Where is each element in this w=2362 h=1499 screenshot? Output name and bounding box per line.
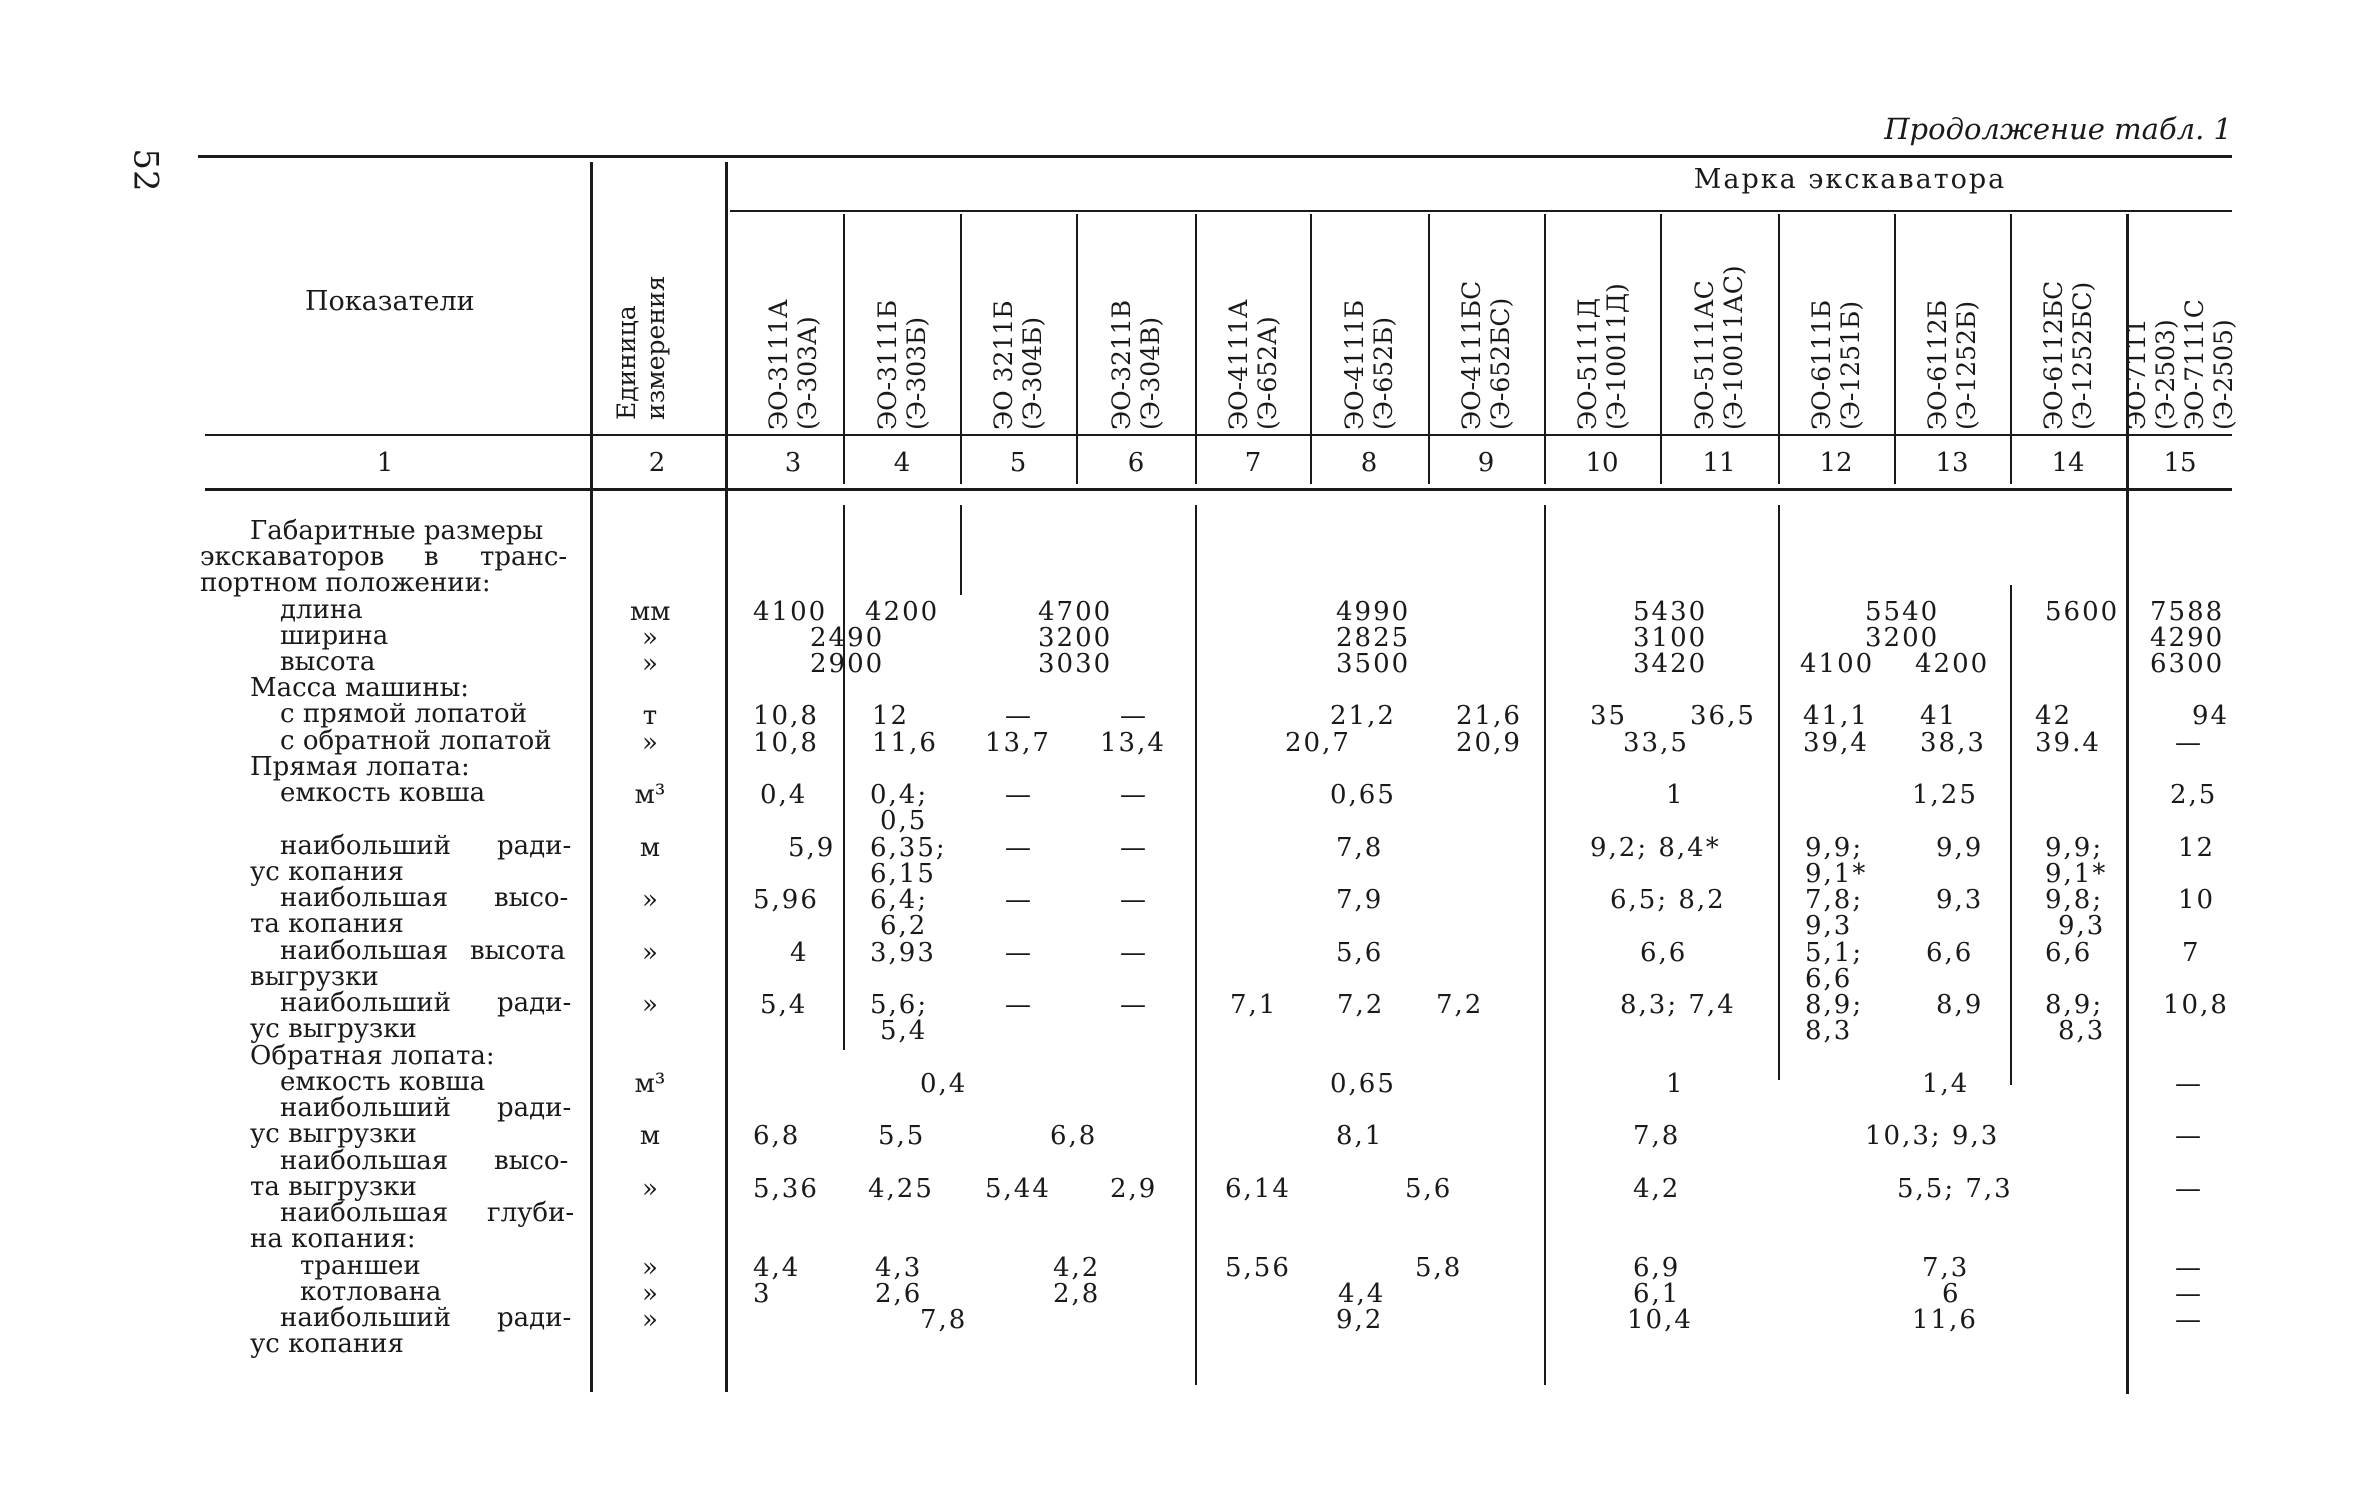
body-sep (1195, 505, 1197, 1385)
value-cell: 3500 (1336, 649, 1411, 679)
column-number: 7 (1244, 448, 1262, 478)
row-label: ради- (497, 1093, 572, 1123)
column-number: 2 (648, 448, 666, 478)
value-cell: 5,44 (985, 1174, 1051, 1204)
row-label: высо- (494, 1146, 569, 1176)
body-sep (843, 505, 845, 1050)
value-cell: 11,6 (872, 728, 938, 758)
body-sep (1778, 505, 1780, 1080)
col-divider-2 (725, 162, 728, 1392)
value-cell: 3100 (1633, 623, 1708, 653)
row-label: высота (280, 647, 376, 677)
value-cell: 21,6 (1456, 701, 1522, 731)
hdr-sep (843, 214, 845, 484)
value-cell: 35 (1590, 701, 1628, 731)
hdr-sep (960, 214, 962, 484)
value-cell: 7,2 (1436, 990, 1484, 1020)
value-cell: 2,8 (1053, 1279, 1101, 1309)
unit-cell: » (642, 1279, 658, 1309)
unit-cell: м (639, 833, 661, 863)
value-cell: 5600 (2045, 597, 2120, 627)
table-caption: Продолжение табл. 1 (1884, 112, 2232, 146)
unit-cell: » (642, 649, 658, 679)
value-cell: 7 (2182, 938, 2201, 968)
row-label: ради- (497, 831, 572, 861)
value-cell: 5,9 (788, 833, 836, 863)
row-label: ус копания (250, 1329, 404, 1359)
colnum-rule (205, 488, 2232, 491)
value-cell: 4700 (1038, 597, 1113, 627)
value-cell: 9,9; (2045, 833, 2104, 863)
value-cell: 7,8 (1336, 833, 1384, 863)
value-cell: 6,2 (880, 911, 928, 941)
row-label: емкость ковша (280, 1067, 486, 1097)
header-rule (205, 434, 2232, 436)
value-cell: 2,5 (2170, 780, 2218, 810)
row-label: ус выгрузки (250, 1119, 417, 1149)
hdr-sep (1428, 214, 1430, 484)
value-cell: — (1120, 701, 1148, 731)
unit-cell: » (642, 1305, 658, 1335)
column-number: 10 (1585, 448, 1619, 478)
hdr-sep (1778, 214, 1780, 484)
row-label: высота (470, 936, 566, 966)
value-cell: 6,6 (2045, 938, 2093, 968)
value-cell: 0,4 (920, 1069, 968, 1099)
row-label: Габаритные размеры (250, 516, 544, 546)
value-cell: 6,8 (1050, 1121, 1098, 1151)
value-cell: 3420 (1633, 649, 1708, 679)
unit-cell: м³ (634, 780, 666, 810)
value-cell: 4,4 (1338, 1279, 1386, 1309)
value-cell: 5,6 (1405, 1174, 1453, 1204)
unit-cell: » (642, 623, 658, 653)
value-cell: 10 (2178, 885, 2216, 915)
column-number: 13 (1935, 448, 1969, 478)
value-cell: 5,4 (880, 1016, 928, 1046)
value-cell: 5,6; (870, 990, 929, 1020)
value-cell: 4200 (1915, 649, 1990, 679)
value-cell: 0,4; (870, 780, 929, 810)
value-cell: — (1120, 938, 1148, 968)
value-cell: 20,7 (1285, 728, 1351, 758)
hdr-sep (1076, 214, 1078, 484)
value-cell: — (2175, 1069, 2203, 1099)
value-cell: 94 (2192, 701, 2230, 731)
row-label: ради- (497, 988, 572, 1018)
value-cell: 2825 (1336, 623, 1411, 653)
value-cell: 1,4 (1922, 1069, 1970, 1099)
value-cell: — (2175, 1253, 2203, 1283)
value-cell: 1 (1666, 1069, 1685, 1099)
column-number: 6 (1127, 448, 1145, 478)
value-cell: 4,4 (753, 1253, 801, 1283)
value-cell: 21,2 (1330, 701, 1396, 731)
row-label: Масса машины: (250, 673, 470, 703)
value-cell: — (2175, 1174, 2203, 1204)
column-number: 9 (1477, 448, 1495, 478)
value-cell: 4200 (865, 597, 940, 627)
value-cell: 7,8 (1633, 1121, 1681, 1151)
value-cell: 6,1 (1633, 1279, 1681, 1309)
model-header: ЭО-6111Б (Э-1251Б) (1807, 299, 1865, 430)
value-cell: 10,8 (2163, 990, 2229, 1020)
value-cell: — (2175, 1279, 2203, 1309)
hdr-sep (1894, 214, 1896, 484)
row-label: выгрузки (250, 962, 379, 992)
row-label: ус выгрузки (250, 1014, 417, 1044)
value-cell: 7,9 (1336, 885, 1384, 915)
model-header: ЭО-6112БС (Э-1252БС) (2039, 280, 2097, 430)
value-cell: 38,3 (1920, 728, 1986, 758)
row-label: та выгрузки (250, 1172, 417, 1202)
value-cell: 5,1; (1805, 938, 1864, 968)
model-header: ЭО-5111АС (Э-10011АС) (1690, 265, 1748, 430)
value-cell: 9,3 (1936, 885, 1984, 915)
unit-cell: м (639, 1121, 661, 1151)
value-cell: 7,2 (1337, 990, 1385, 1020)
value-cell: — (1005, 990, 1033, 1020)
column-number: 11 (1702, 448, 1736, 478)
value-cell: — (1120, 990, 1148, 1020)
column-number: 1 (376, 448, 394, 478)
value-cell: 9,9 (1936, 833, 1984, 863)
value-cell: 5430 (1633, 597, 1708, 627)
row-label: емкость ковша (280, 778, 486, 808)
indicators-header: Показатели (305, 286, 475, 317)
row-label: ус копания (250, 857, 404, 887)
row-label: наибольшая (280, 1198, 449, 1228)
value-cell: 36,5 (1690, 701, 1756, 731)
value-cell: 12 (2178, 833, 2216, 863)
value-cell: 12 (872, 701, 910, 731)
row-label: транс- (480, 542, 568, 572)
brand-header: Марка экскаватора (1693, 164, 2007, 195)
value-cell: 7,3 (1922, 1253, 1970, 1283)
hdr-sep (1660, 214, 1662, 484)
value-cell: 13,7 (985, 728, 1051, 758)
row-label: ширина (280, 621, 389, 651)
value-cell: 9,3 (1805, 911, 1853, 941)
row-label: наибольшая (280, 883, 449, 913)
value-cell: — (2175, 1305, 2203, 1335)
value-cell: 10,3; 9,3 (1865, 1121, 2000, 1151)
model-header: ЭО-6112Б (Э-1252Б) (1923, 299, 1981, 430)
value-cell: 2490 (810, 623, 885, 653)
value-cell: 3030 (1038, 649, 1113, 679)
value-cell: 5,5 (878, 1121, 926, 1151)
value-cell: 6,35; (870, 833, 947, 863)
model-header: ЭО 3211Б (Э-304Б) (989, 300, 1047, 430)
value-cell: 6,6 (1805, 964, 1853, 994)
unit-cell: » (642, 1253, 658, 1283)
model-header: ЭО-4111БС (Э-652БС) (1457, 280, 1515, 430)
value-cell: 9,9; (1805, 833, 1864, 863)
value-cell: 5,8 (1415, 1253, 1463, 1283)
column-number: 14 (2051, 448, 2085, 478)
row-label: высо- (494, 883, 569, 913)
value-cell: 3200 (1865, 623, 1940, 653)
value-cell: 0,4 (760, 780, 808, 810)
value-cell: 7,1 (1230, 990, 1278, 1020)
row-label: наибольшая (280, 936, 449, 966)
row-label: траншеи (300, 1251, 421, 1281)
value-cell: 5,6 (1336, 938, 1384, 968)
model-header: ЭО-4111А (Э-652А) (1224, 299, 1282, 430)
value-cell: 8,1 (1336, 1121, 1384, 1151)
value-cell: 7,8 (920, 1305, 968, 1335)
value-cell: 6 (1942, 1279, 1961, 1309)
value-cell: 10,4 (1627, 1305, 1693, 1335)
value-cell: 3200 (1038, 623, 1113, 653)
value-cell: 4 (790, 938, 809, 968)
page-number: 52 (125, 148, 166, 192)
value-cell: 4100 (1800, 649, 1875, 679)
unit-cell: т (642, 701, 658, 731)
row-label: портном положении: (200, 568, 491, 598)
value-cell: 20,9 (1456, 728, 1522, 758)
value-cell: 5,56 (1225, 1253, 1291, 1283)
model-header: ЭО-5111Д (Э-10011Д) (1573, 283, 1631, 430)
column-number: 4 (893, 448, 911, 478)
value-cell: 3 (753, 1279, 772, 1309)
value-cell: 8,9; (1805, 990, 1864, 1020)
row-label: длина (280, 595, 363, 625)
value-cell: 5,96 (753, 885, 819, 915)
value-cell: 0,65 (1330, 780, 1396, 810)
row-label: глуби- (487, 1198, 575, 1228)
unit-cell: » (642, 728, 658, 758)
value-cell: 2,6 (875, 1279, 923, 1309)
value-cell: 6,14 (1225, 1174, 1291, 1204)
col-divider-1 (590, 162, 593, 1392)
row-label: с обратной лопатой (280, 726, 552, 756)
value-cell: 4,2 (1633, 1174, 1681, 1204)
row-label: наибольший (280, 831, 451, 861)
hdr-sep (1544, 214, 1546, 484)
value-cell: 39.4 (2035, 728, 2101, 758)
unit-cell: » (642, 1174, 658, 1204)
row-label: наибольший (280, 1303, 451, 1333)
value-cell: 9,2; 8,4* (1590, 833, 1721, 863)
value-cell: 41 (1920, 701, 1958, 731)
value-cell: 9,2 (1336, 1305, 1384, 1335)
unit-cell: » (642, 885, 658, 915)
column-number: 5 (1009, 448, 1027, 478)
value-cell: 4990 (1336, 597, 1411, 627)
value-cell: 9,3 (2058, 911, 2106, 941)
value-cell: 4,2 (1053, 1253, 1101, 1283)
value-cell: 6,5; 8,2 (1610, 885, 1726, 915)
row-label: в (424, 542, 439, 572)
row-label: наибольшая (280, 1146, 449, 1176)
value-cell: 9,1* (1805, 859, 1868, 889)
value-cell: 5,4 (760, 990, 808, 1020)
value-cell: — (1005, 885, 1033, 915)
value-cell: 9,8; (2045, 885, 2104, 915)
value-cell: 7,8; (1805, 885, 1864, 915)
model-header: ЭО-3111А (Э-303А) (764, 299, 822, 430)
value-cell: 3,93 (870, 938, 936, 968)
value-cell: 33,5 (1623, 728, 1689, 758)
unit-cell: мм (630, 597, 671, 627)
row-label: та копания (250, 909, 404, 939)
value-cell: 6,4; (870, 885, 929, 915)
model-header: ЭО-4111Б (Э-652Б) (1340, 299, 1398, 430)
value-cell: 39,4 (1803, 728, 1869, 758)
row-label: Обратная лопата: (250, 1041, 495, 1071)
value-cell: 6,15 (870, 859, 936, 889)
value-cell: 4,25 (868, 1174, 934, 1204)
column-number: 15 (2163, 448, 2197, 478)
row-label: ради- (497, 1303, 572, 1333)
top-rule (198, 155, 2232, 158)
value-cell: — (1120, 833, 1148, 863)
value-cell: 6,9 (1633, 1253, 1681, 1283)
column-number: 8 (1360, 448, 1378, 478)
row-label: наибольший (280, 1093, 451, 1123)
value-cell: 8,9 (1936, 990, 1984, 1020)
value-cell: 10,8 (753, 701, 819, 731)
value-cell: 2900 (810, 649, 885, 679)
value-cell: 5540 (1865, 597, 1940, 627)
hdr-sep (1195, 214, 1197, 484)
value-cell: 9,1* (2045, 859, 2108, 889)
value-cell: 8,9; (2045, 990, 2104, 1020)
value-cell: — (1005, 938, 1033, 968)
value-cell: 4290 (2150, 623, 2225, 653)
value-cell: — (2175, 1121, 2203, 1151)
value-cell: 11,6 (1912, 1305, 1978, 1335)
value-cell: 6300 (2150, 649, 2225, 679)
value-cell: 5,5; 7,3 (1897, 1174, 2013, 1204)
model-header: ЭО-7111 (Э-2503) ЭО-7111С (Э-2505) (2122, 299, 2238, 430)
value-cell: 0,5 (880, 806, 928, 836)
unit-cell: » (642, 990, 658, 1020)
row-label: на копания: (250, 1224, 416, 1254)
value-cell: 5,36 (753, 1174, 819, 1204)
brand-rule (730, 210, 2232, 212)
value-cell: — (1005, 701, 1033, 731)
value-cell: 2,9 (1110, 1174, 1158, 1204)
body-sep (960, 505, 962, 595)
unit-header: Единица измерения (612, 275, 670, 420)
value-cell: 4,3 (875, 1253, 923, 1283)
value-cell: — (1005, 780, 1033, 810)
value-cell: 10,8 (753, 728, 819, 758)
value-cell: 6,6 (1926, 938, 1974, 968)
value-cell: 42 (2035, 701, 2073, 731)
hdr-sep (2010, 214, 2012, 484)
value-cell: — (2175, 728, 2203, 758)
unit-cell: м³ (634, 1069, 666, 1099)
column-number: 3 (784, 448, 802, 478)
model-header: ЭО-3211В (Э-304В) (1107, 299, 1165, 430)
row-label: котлована (300, 1277, 442, 1307)
value-cell: 1,25 (1912, 780, 1978, 810)
value-cell: 8,3; 7,4 (1620, 990, 1736, 1020)
body-sep (1544, 505, 1546, 1385)
row-label: наибольший (280, 988, 451, 1018)
unit-cell: » (642, 938, 658, 968)
row-label: экскаваторов (200, 542, 385, 572)
row-label: Прямая лопата: (250, 752, 470, 782)
value-cell: 7588 (2150, 597, 2225, 627)
body-sep (2010, 585, 2012, 1085)
value-cell: 4100 (753, 597, 828, 627)
value-cell: 8,3 (2058, 1016, 2106, 1046)
value-cell: 41,1 (1803, 701, 1869, 731)
value-cell: 6,8 (753, 1121, 801, 1151)
value-cell: 6,6 (1640, 938, 1688, 968)
value-cell: — (1120, 885, 1148, 915)
value-cell: 8,3 (1805, 1016, 1853, 1046)
row-label: с прямой лопатой (280, 699, 528, 729)
hdr-sep (1310, 214, 1312, 484)
value-cell: 0,65 (1330, 1069, 1396, 1099)
value-cell: — (1005, 833, 1033, 863)
value-cell: 1 (1666, 780, 1685, 810)
value-cell: 13,4 (1100, 728, 1166, 758)
column-number: 12 (1819, 448, 1853, 478)
value-cell: — (1120, 780, 1148, 810)
model-header: ЭО-3111Б (Э-303Б) (873, 299, 931, 430)
